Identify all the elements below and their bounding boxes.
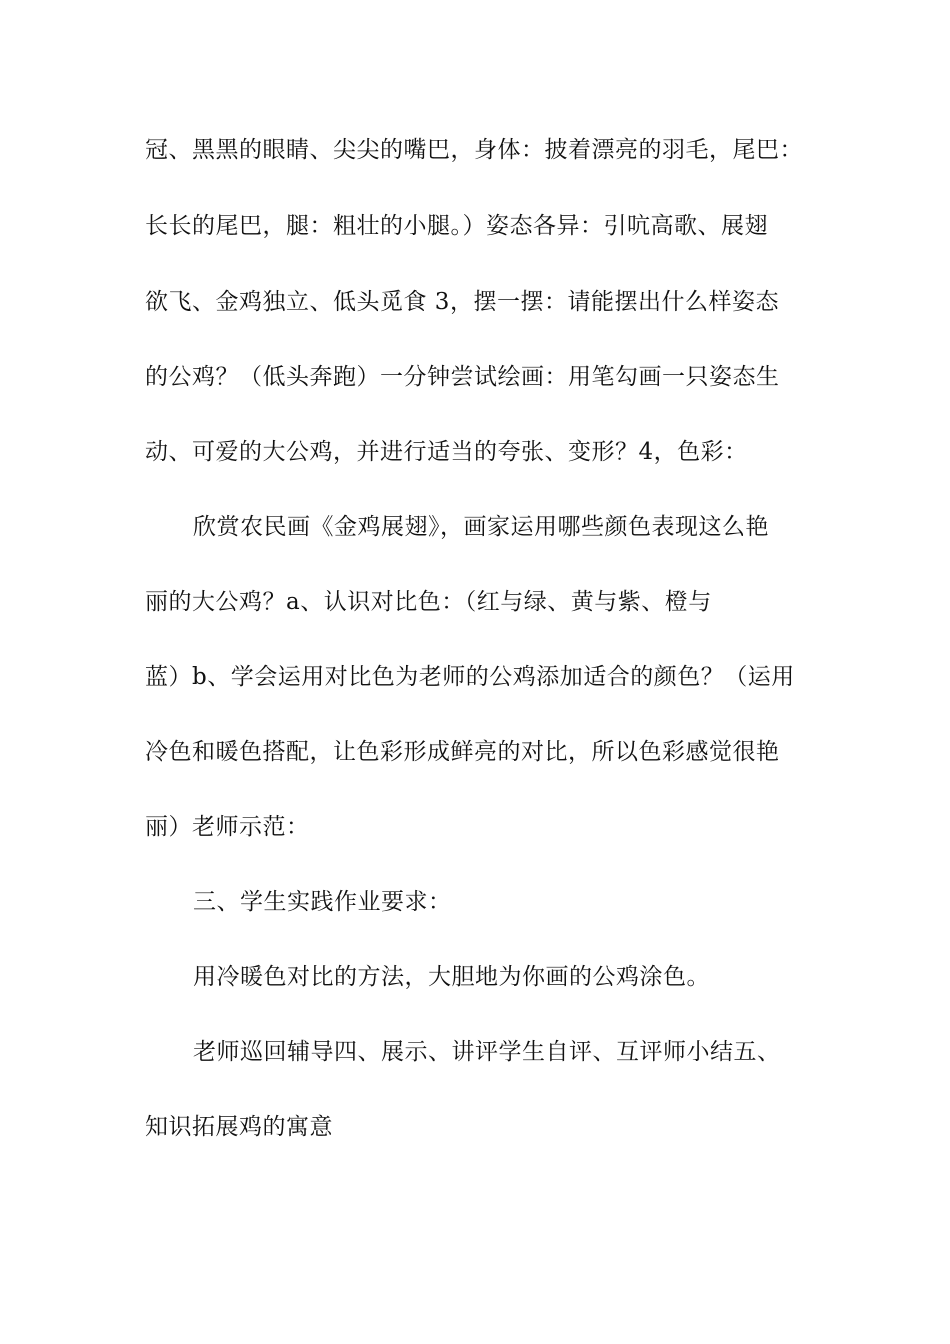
paragraph-start-line: 老师巡回辅导四、展示、讲评学生自评、互评师小结五、 bbox=[193, 1039, 781, 1065]
paragraph-start-line: 欣赏农民画《金鸡展翅》，画家运用哪些颜色表现这么艳 bbox=[193, 514, 769, 540]
text-line: 的公鸡？（低头奔跑）一分钟尝试绘画：用笔勾画一只姿态生 bbox=[145, 364, 780, 390]
text-line: 蓝）b、学会运用对比色为老师的公鸡添加适合的颜色？（运用 bbox=[145, 664, 795, 690]
text-line: 冠、黑黑的眼睛、尖尖的嘴巴，身体：披着漂亮的羽毛，尾巴： bbox=[145, 137, 803, 163]
section-heading: 三、学生实践作业要求： bbox=[193, 889, 452, 915]
text-line: 知识拓展鸡的寓意 bbox=[145, 1114, 333, 1140]
text-line: 冷色和暖色搭配，让色彩形成鲜亮的对比，所以色彩感觉很艳 bbox=[145, 739, 780, 765]
paragraph-start-line: 用冷暖色对比的方法，大胆地为你画的公鸡涂色。 bbox=[193, 964, 710, 990]
text-line: 动、可爱的大公鸡，并进行适当的夸张、变形？4，色彩： bbox=[145, 439, 748, 465]
text-line: 欲飞、金鸡独立、低头觅食 3，摆一摆：请能摆出什么样姿态 bbox=[145, 289, 779, 315]
text-line: 丽的大公鸡？a、认识对比色：（红与绿、黄与紫、橙与 bbox=[145, 589, 712, 615]
text-line: 长长的尾巴，腿：粗壮的小腿。）姿态各异：引吭高歌、展翅 bbox=[145, 213, 768, 239]
text-line: 丽）老师示范： bbox=[145, 814, 310, 840]
